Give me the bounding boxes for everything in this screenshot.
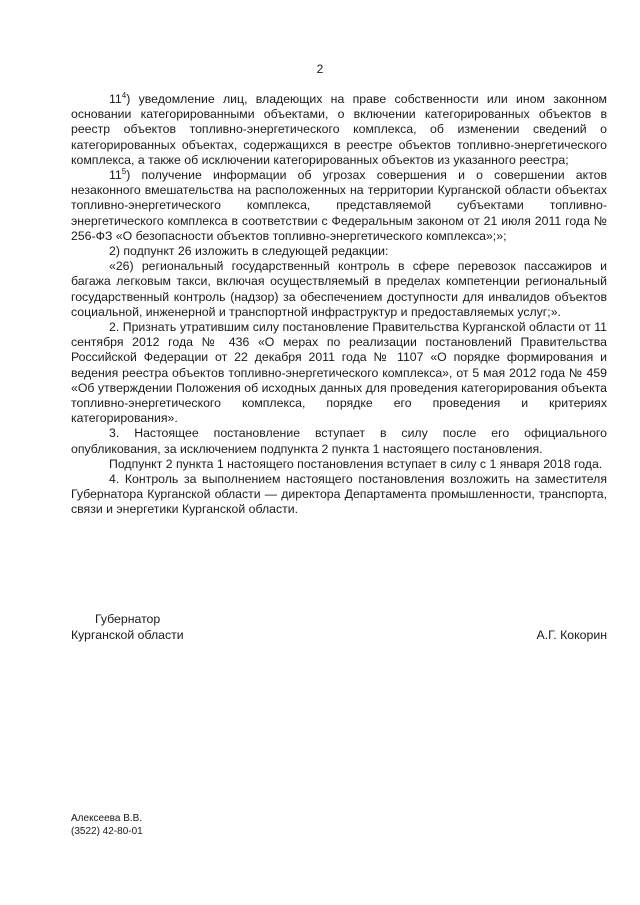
paragraph-point-4: 4. Контроль за выполнением настоящего постановления возложить на заместителя Губернатора Курганской области — директора Департамента промышленности, транспорта, связи и энергетики Курганской области. (71, 472, 607, 517)
paragraph-11-4: $11^4$) уведомление лиц, владеющих на праве собственности или ином законном основании категорированными объектами, о включении категорированных объектов в реестр объектов топливно-энергетического комплекса, об изменении сведений о категорированных объектах, содержащихся в реестре объектов топливно-энергетического комплекса, а также об исключении категорированных объектов из указанного реестра; (71, 90, 607, 167)
signature-title (71, 611, 184, 643)
paragraph-effective-date: Подпункт 2 пункта 1 настоящего постановления вступает в силу с 1 января 2018 года. (109, 456, 603, 471)
paragraph-11-5: $11^5$) получение информации об угрозах совершения и о совершении актов незаконного вмешательства на расположенных на территории Курганской области объектах топливно-энергетического комплекса, представляемой субъектами топливно-энергетического комплекса в соответствии с Федеральным законом от 21 июля 2011 года № 256-ФЗ «О безопасности объектов топливно-энергетического комплекса»;»; (71, 166, 607, 243)
signature-title-line1: Губернатор (95, 612, 161, 626)
page-number: 2 (316, 62, 324, 76)
signature-title-line2: Курганской области (71, 628, 184, 642)
paragraph-item-26: «26) региональный государственный контроль в сфере перевозок пассажиров и багажа легковым такси, включая осуществляемый в пределах компетенции региональный государственный контроль (надзор) за обеспечением доступности для инвалидов объектов социальной, инженерной и транспортной инфраструктур и предоставляемых услуг;». (71, 259, 607, 319)
executor-phone: (3522) 42-80-01 (71, 826, 143, 837)
signature-name: А.Г. Кокорин (536, 628, 607, 642)
paragraph-subpoint-2: 2) подпункт 26 изложить в следующей редакции: (109, 244, 389, 259)
executor-name: Алексеева В.В. (71, 813, 143, 824)
paragraph-point-3: 3. Настоящее постановление вступает в силу после его официального опубликования, за исключением подпункта 2 пункта 1 настоящего постановления. (71, 426, 607, 456)
executor-info (71, 812, 143, 838)
document-body (71, 92, 607, 518)
paragraph-point-2: 2. Признать утратившим силу постановление Правительства Курганской области от 11 сентября 2012 года № 436 «О мерах по реализации постановлений Правительства Российской Федерации от 22 декабря 2011 года № 1107 «О порядке формирования и ведения реестра объектов топливно-энергетического комплекса», от 5 мая 2012 года № 459 «Об утверждении Положения об исходных данных для проведения категорирования объекта топливно-энергетического комплекса, порядке его проведения и критериях категорирования». (71, 320, 607, 426)
